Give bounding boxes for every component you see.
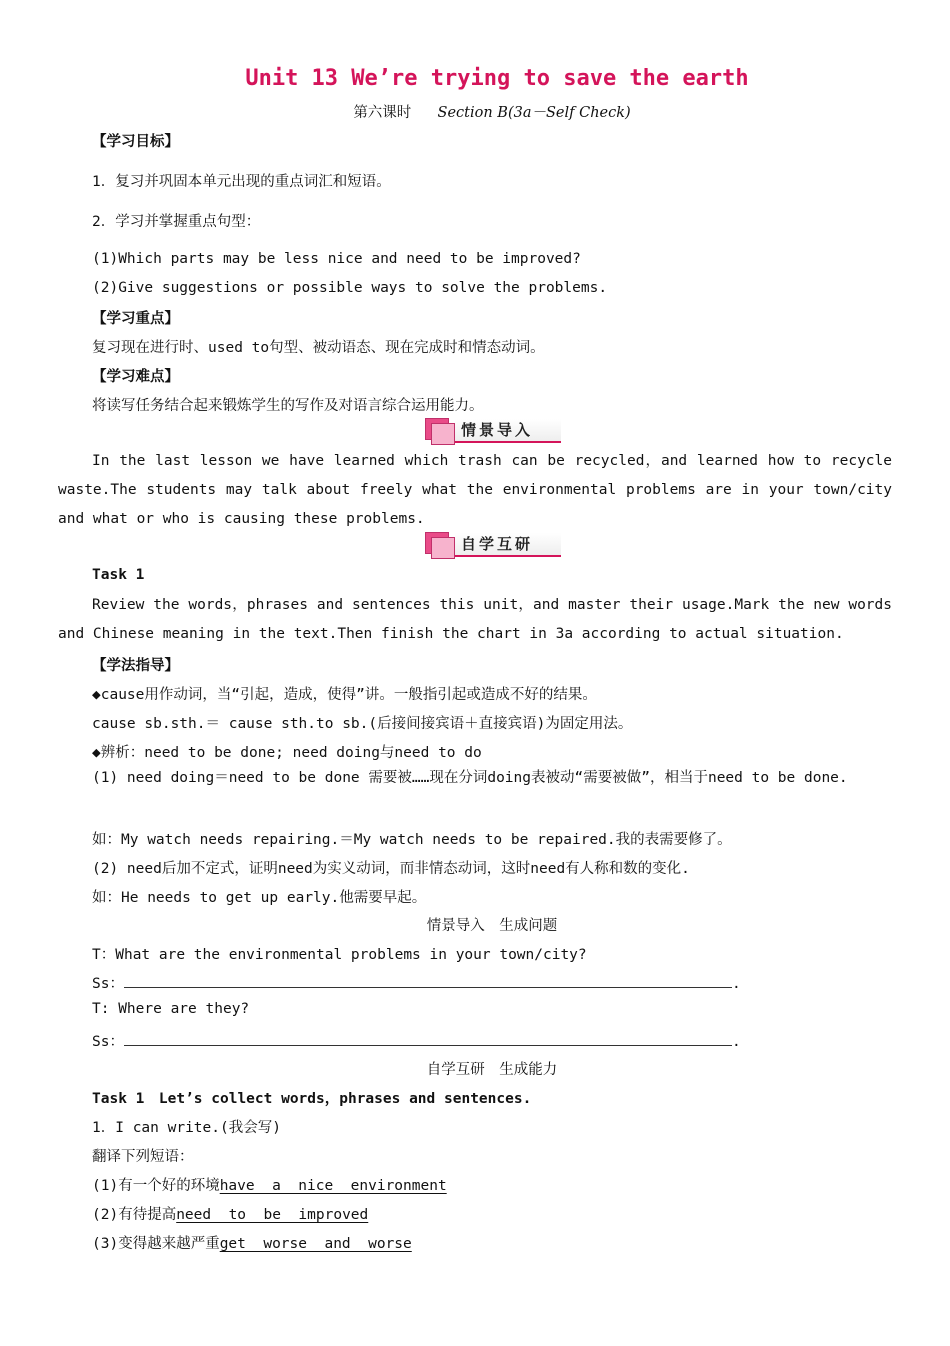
objectives-heading: 【学习目标】 xyxy=(92,134,179,150)
objective-item: 2．学习并掌握重点句型： xyxy=(92,214,261,230)
task1-text: Review the words，phrases and sentences this unit，and master their usage.Mark the new words and Chinese meaning in the text.Then finish the chart in 3a according to actual situation. xyxy=(58,597,892,642)
dialogue-text: What are the environmental problems in your town/city? xyxy=(115,947,587,963)
dialogue-line xyxy=(92,1001,249,1017)
section-self-heading: 自学互研 生成能力 xyxy=(426,1062,558,1078)
translation-item xyxy=(92,1232,412,1253)
instruction: 翻译下列短语： xyxy=(92,1149,194,1165)
answer-blank[interactable] xyxy=(124,1031,732,1046)
item-answer: have a nice environment xyxy=(219,1178,447,1194)
self-study-banner xyxy=(425,532,557,558)
difficulties-text: 将读写任务结合起来锻炼学生的写作及对语言综合运用能力。 xyxy=(92,398,484,414)
banner-label: 自学互研 xyxy=(455,533,561,557)
item-prompt: (1)有一个好的环境 xyxy=(92,1178,220,1194)
section-scene-heading: 情景导入 生成问题 xyxy=(426,918,558,934)
method-line: (1) need doing＝need to be done 需要被……现在分词doing表被动“需要被做”，相当于need to be done. xyxy=(92,770,848,786)
lesson-number: 第六课时 xyxy=(353,105,412,121)
method-line: 如：He needs to get up early.他需要早起。 xyxy=(92,890,427,906)
method-heading: 【学法指导】 xyxy=(92,658,179,674)
objective-sub-item: (2)Give suggestions or possible ways to solve the problems. xyxy=(92,280,608,296)
method-line: ◆cause用作动词，当“引起，造成，使得”讲。一般指引起或造成不好的结果。 xyxy=(92,687,597,703)
dialogue-text: Where are they? xyxy=(118,1001,250,1017)
banner-square-icon xyxy=(431,423,455,445)
speaker: Ss： xyxy=(92,1034,124,1050)
method-line: ◆辨析：need to be done; need doing与need to do xyxy=(92,745,482,761)
key-points-heading: 【学习重点】 xyxy=(92,311,179,327)
method-line: (2) need后加不定式，证明need为实义动词，而非情态动词，这时need有人称和数的变化. xyxy=(92,861,690,877)
speaker: Ss： xyxy=(92,976,124,992)
difficulties-heading: 【学习难点】 xyxy=(92,369,179,385)
intro-paragraph: In the last lesson we have learned which trash can be recycled，and learned how to recycle waste.The students may talk about freely what the environmental problems are in your town/city and what or who is causing these problems. xyxy=(58,453,892,527)
write-heading: 1．I can write.(我会写) xyxy=(92,1120,281,1136)
method-line: 如：My watch needs repairing.＝My watch needs to be repaired.我的表需要修了。 xyxy=(92,832,732,848)
translation-item xyxy=(92,1203,368,1224)
scene-intro-banner xyxy=(425,418,557,444)
item-answer: get worse and worse xyxy=(219,1236,412,1252)
answer-blank[interactable] xyxy=(124,973,732,988)
objective-item: 1．复习并巩固本单元出现的重点词汇和短语。 xyxy=(92,174,391,190)
item-prompt: (2)有待提高 xyxy=(92,1207,177,1223)
dialogue-line: Ss： . xyxy=(92,1030,741,1051)
dialogue-line: Ss： . xyxy=(92,972,741,993)
speaker: T: xyxy=(92,1001,119,1017)
banner-label: 情景导入 xyxy=(455,419,561,443)
page-title: Unit 13 We’re trying to save the earth xyxy=(245,66,749,91)
dialogue-line xyxy=(92,943,587,964)
method-line: cause sb.sth.＝ cause sth.to sb.(后接间接宾语＋直接宾语)为固定用法。 xyxy=(92,716,633,732)
page-subtitle xyxy=(0,101,950,122)
translation-item xyxy=(92,1174,447,1195)
objective-sub-item: (1)Which parts may be less nice and need to be improved? xyxy=(92,251,581,267)
item-prompt: (3)变得越来越严重 xyxy=(92,1236,220,1252)
task1b-heading: Task 1 Let’s collect words，phrases and sentences. xyxy=(92,1091,532,1107)
task1-heading: Task 1 xyxy=(92,567,145,583)
key-points-text: 复习现在进行时、used to句型、被动语态、现在完成时和情态动词。 xyxy=(92,340,545,356)
speaker: T： xyxy=(92,947,116,963)
item-answer: need to be improved xyxy=(176,1207,369,1223)
banner-square-icon xyxy=(431,537,455,559)
section-label: Section B(3a－Self Check) xyxy=(437,105,631,121)
